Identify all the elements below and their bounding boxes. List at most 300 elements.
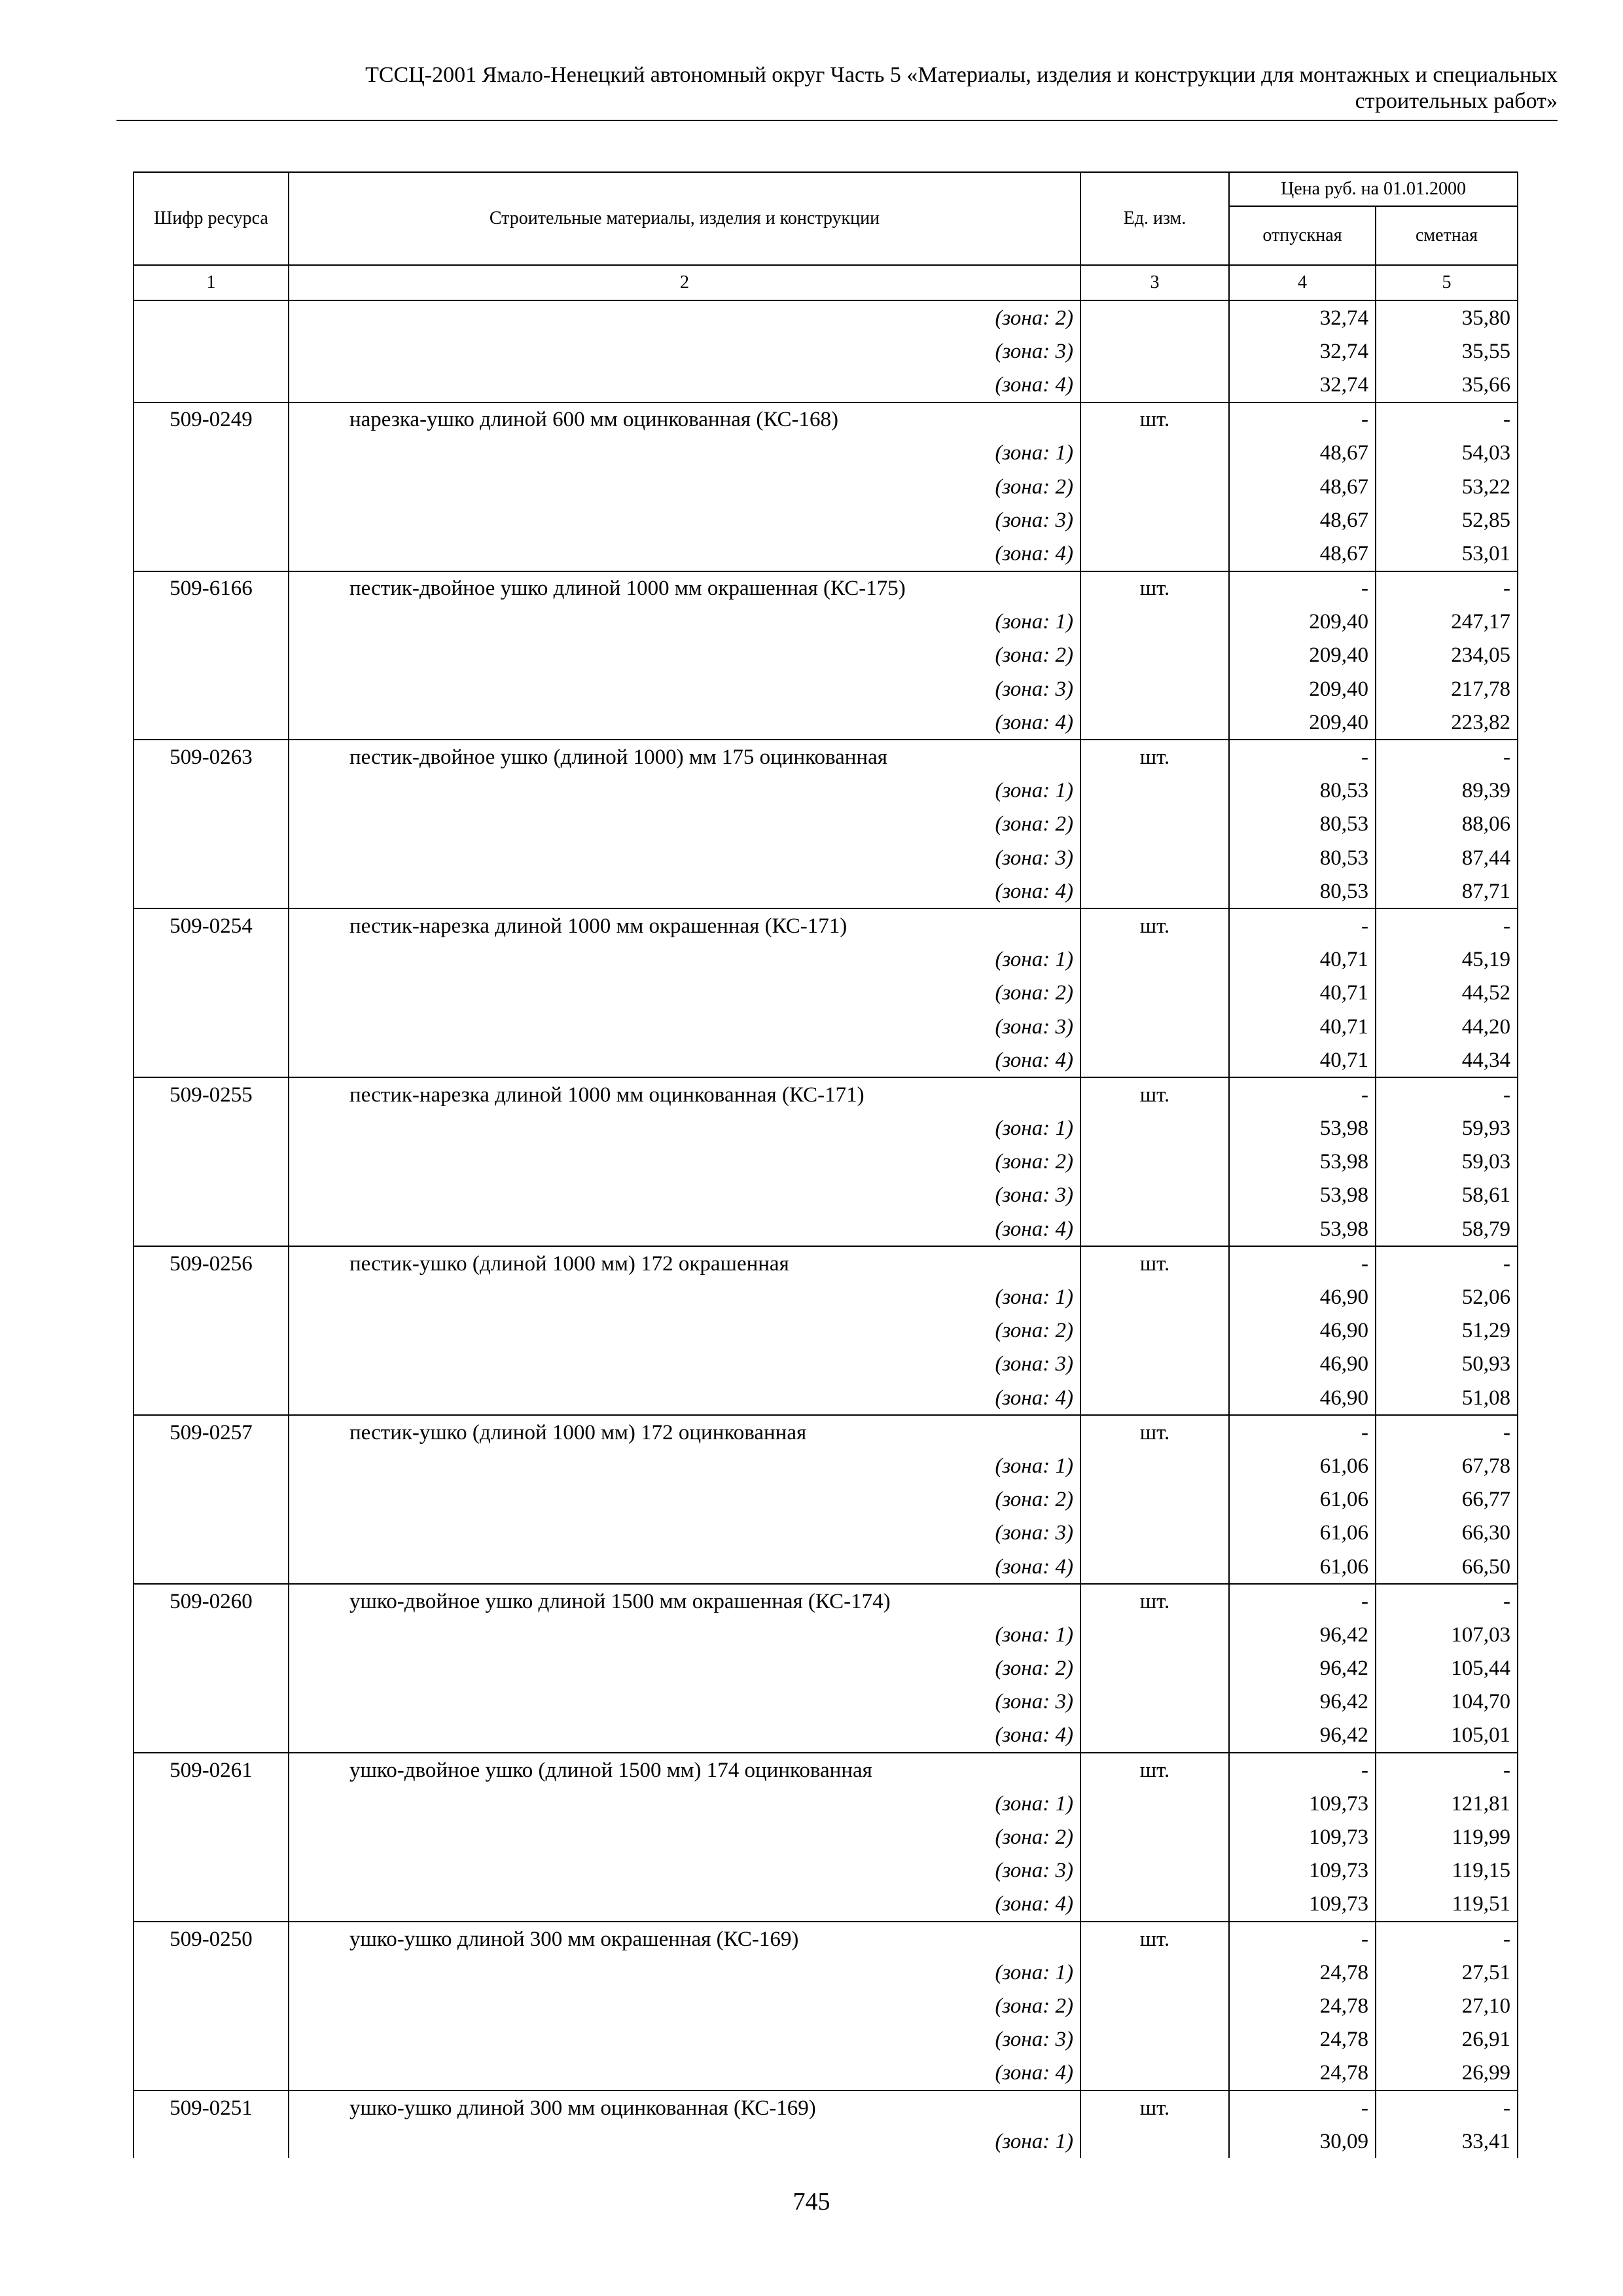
resource-code-cell bbox=[134, 706, 289, 740]
estimate-price: 52,85 bbox=[1376, 503, 1518, 537]
unit-cell bbox=[1080, 1043, 1229, 1077]
release-price: 24,78 bbox=[1229, 2023, 1376, 2056]
unit-cell bbox=[1080, 1652, 1229, 1685]
resource-code-cell bbox=[134, 334, 289, 368]
unit-cell: шт. bbox=[1080, 1753, 1229, 1787]
estimate-price: 35,55 bbox=[1376, 334, 1518, 368]
unit-cell bbox=[1080, 1956, 1229, 1989]
zone-row bbox=[134, 334, 1518, 368]
header-line-1: ТССЦ-2001 Ямало-Ненецкий автономный округ Часть 5 «Материалы, изделия и конструкции для монтажных и специальных bbox=[365, 63, 1558, 87]
zone-row bbox=[134, 2125, 1518, 2158]
zone-row bbox=[134, 706, 1518, 740]
zone-row bbox=[134, 2056, 1518, 2090]
release-price: - bbox=[1229, 1246, 1376, 1280]
price-table bbox=[133, 171, 1518, 2158]
estimate-price: 33,41 bbox=[1376, 2125, 1518, 2158]
release-price: - bbox=[1229, 740, 1376, 774]
unit-cell bbox=[1080, 368, 1229, 402]
zone-row bbox=[134, 300, 1518, 334]
estimate-price: 26,91 bbox=[1376, 2023, 1518, 2056]
zone-label: (зона: 3) bbox=[289, 672, 1080, 706]
zone-row bbox=[134, 1010, 1518, 1043]
resource-code-cell bbox=[134, 1112, 289, 1145]
column-number: 2 bbox=[289, 265, 1080, 300]
release-price: 109,73 bbox=[1229, 1854, 1376, 1888]
release-price: 96,42 bbox=[1229, 1685, 1376, 1719]
release-price: - bbox=[1229, 908, 1376, 942]
zone-row bbox=[134, 774, 1518, 808]
estimate-price: 44,52 bbox=[1376, 977, 1518, 1010]
estimate-price: 59,03 bbox=[1376, 1145, 1518, 1179]
resource-code-cell bbox=[134, 639, 289, 672]
column-header-estimate-price: сметная bbox=[1376, 206, 1518, 265]
resource-code-cell bbox=[134, 470, 289, 503]
zone-row bbox=[134, 808, 1518, 841]
unit-cell bbox=[1080, 334, 1229, 368]
zone-row bbox=[134, 1483, 1518, 1516]
column-number: 4 bbox=[1229, 265, 1376, 300]
zone-label: (зона: 2) bbox=[289, 470, 1080, 503]
zone-label: (зона: 4) bbox=[289, 1043, 1080, 1077]
column-header-code: Шифр ресурса bbox=[134, 172, 289, 265]
release-price: 24,78 bbox=[1229, 2056, 1376, 2090]
resource-row bbox=[134, 1584, 1518, 1618]
release-price: 40,71 bbox=[1229, 977, 1376, 1010]
unit-cell bbox=[1080, 977, 1229, 1010]
zone-row bbox=[134, 1888, 1518, 1922]
release-price: 96,42 bbox=[1229, 1719, 1376, 1753]
zone-label: (зона: 3) bbox=[289, 334, 1080, 368]
release-price: 61,06 bbox=[1229, 1516, 1376, 1550]
resource-code-cell bbox=[134, 1483, 289, 1516]
resource-code-cell bbox=[134, 1820, 289, 1854]
zone-label: (зона: 1) bbox=[289, 1787, 1080, 1820]
unit-cell bbox=[1080, 1449, 1229, 1482]
resource-name: пестик-двойное ушко (длиной 1000) мм 175 оцинкованная bbox=[289, 740, 1080, 774]
unit-cell bbox=[1080, 874, 1229, 908]
resource-name: нарезка-ушко длиной 600 мм оцинкованная (КС-168) bbox=[289, 403, 1080, 437]
zone-label: (зона: 2) bbox=[289, 1652, 1080, 1685]
release-price: - bbox=[1229, 1584, 1376, 1618]
zone-label: (зона: 3) bbox=[289, 1179, 1080, 1212]
resource-row bbox=[134, 1415, 1518, 1449]
release-price: 209,40 bbox=[1229, 672, 1376, 706]
zone-row bbox=[134, 1989, 1518, 2022]
estimate-price: 119,99 bbox=[1376, 1820, 1518, 1854]
estimate-price: 119,51 bbox=[1376, 1888, 1518, 1922]
zone-label: (зона: 4) bbox=[289, 1381, 1080, 1415]
estimate-price: - bbox=[1376, 1415, 1518, 1449]
resource-code: 509-0255 bbox=[134, 1077, 289, 1111]
unit-cell bbox=[1080, 808, 1229, 841]
unit-cell: шт. bbox=[1080, 1922, 1229, 1956]
release-price: 96,42 bbox=[1229, 1618, 1376, 1651]
estimate-price: 104,70 bbox=[1376, 1685, 1518, 1719]
zone-label: (зона: 1) bbox=[289, 943, 1080, 977]
zone-label: (зона: 4) bbox=[289, 1888, 1080, 1922]
release-price: 80,53 bbox=[1229, 874, 1376, 908]
zone-label: (зона: 1) bbox=[289, 774, 1080, 808]
zone-row bbox=[134, 841, 1518, 874]
release-price: 32,74 bbox=[1229, 300, 1376, 334]
unit-cell bbox=[1080, 1112, 1229, 1145]
resource-code-cell bbox=[134, 1449, 289, 1482]
zone-label: (зона: 4) bbox=[289, 874, 1080, 908]
release-price: - bbox=[1229, 403, 1376, 437]
zone-row bbox=[134, 1854, 1518, 1888]
unit-cell: шт. bbox=[1080, 571, 1229, 605]
zone-row bbox=[134, 1145, 1518, 1179]
resource-code-cell bbox=[134, 1787, 289, 1820]
zone-row bbox=[134, 1516, 1518, 1550]
zone-label: (зона: 2) bbox=[289, 1145, 1080, 1179]
estimate-price: 58,61 bbox=[1376, 1179, 1518, 1212]
resource-name: ушко-ушко длиной 300 мм окрашенная (КС-169) bbox=[289, 1922, 1080, 1956]
release-price: 209,40 bbox=[1229, 639, 1376, 672]
zone-label: (зона: 2) bbox=[289, 1989, 1080, 2022]
unit-cell: шт. bbox=[1080, 908, 1229, 942]
release-price: 53,98 bbox=[1229, 1112, 1376, 1145]
zone-row bbox=[134, 1043, 1518, 1077]
unit-cell: шт. bbox=[1080, 740, 1229, 774]
zone-row bbox=[134, 1820, 1518, 1854]
zone-row bbox=[134, 639, 1518, 672]
resource-name: ушко-ушко длиной 300 мм оцинкованная (КС-169) bbox=[289, 2090, 1080, 2125]
resource-code: 509-0256 bbox=[134, 1246, 289, 1280]
zone-label: (зона: 1) bbox=[289, 1956, 1080, 1989]
zone-row bbox=[134, 874, 1518, 908]
resource-code-cell bbox=[134, 1956, 289, 1989]
resource-code-cell bbox=[134, 874, 289, 908]
zone-label: (зона: 3) bbox=[289, 1685, 1080, 1719]
unit-cell bbox=[1080, 1888, 1229, 1922]
resource-code-cell bbox=[134, 368, 289, 402]
estimate-price: 89,39 bbox=[1376, 774, 1518, 808]
zone-label: (зона: 4) bbox=[289, 1719, 1080, 1753]
zone-row bbox=[134, 1652, 1518, 1685]
unit-cell bbox=[1080, 2056, 1229, 2090]
column-header-unit: Ед. изм. bbox=[1080, 172, 1229, 265]
estimate-price: 247,17 bbox=[1376, 605, 1518, 639]
resource-code: 509-6166 bbox=[134, 571, 289, 605]
resource-code-cell bbox=[134, 1719, 289, 1753]
resource-name: ушко-двойное ушко (длиной 1500 мм) 174 оцинкованная bbox=[289, 1753, 1080, 1787]
zone-row bbox=[134, 503, 1518, 537]
estimate-price: - bbox=[1376, 1753, 1518, 1787]
estimate-price: 58,79 bbox=[1376, 1212, 1518, 1246]
unit-cell: шт. bbox=[1080, 1584, 1229, 1618]
estimate-price: 52,06 bbox=[1376, 1280, 1518, 1314]
unit-cell bbox=[1080, 1787, 1229, 1820]
release-price: 24,78 bbox=[1229, 1956, 1376, 1989]
resource-code-cell bbox=[134, 605, 289, 639]
estimate-price: - bbox=[1376, 1246, 1518, 1280]
unit-cell bbox=[1080, 841, 1229, 874]
unit-cell bbox=[1080, 2125, 1229, 2158]
zone-row bbox=[134, 1449, 1518, 1482]
estimate-price: 51,29 bbox=[1376, 1314, 1518, 1348]
resource-name: пестик-нарезка длиной 1000 мм окрашенная (КС-171) bbox=[289, 908, 1080, 942]
estimate-price: - bbox=[1376, 2090, 1518, 2125]
release-price: 80,53 bbox=[1229, 808, 1376, 841]
zone-row bbox=[134, 1719, 1518, 1753]
zone-label: (зона: 3) bbox=[289, 1348, 1080, 1381]
zone-label: (зона: 3) bbox=[289, 1516, 1080, 1550]
release-price: 80,53 bbox=[1229, 841, 1376, 874]
estimate-price: 66,77 bbox=[1376, 1483, 1518, 1516]
zone-label: (зона: 2) bbox=[289, 1483, 1080, 1516]
resource-row bbox=[134, 1246, 1518, 1280]
release-price: - bbox=[1229, 571, 1376, 605]
running-header bbox=[118, 62, 1558, 115]
unit-cell bbox=[1080, 1516, 1229, 1550]
zone-row bbox=[134, 1685, 1518, 1719]
unit-cell bbox=[1080, 537, 1229, 571]
zone-row bbox=[134, 1381, 1518, 1415]
resource-code: 509-0263 bbox=[134, 740, 289, 774]
zone-label: (зона: 3) bbox=[289, 503, 1080, 537]
estimate-price: - bbox=[1376, 403, 1518, 437]
resource-code: 509-0251 bbox=[134, 2090, 289, 2125]
resource-code-cell bbox=[134, 1516, 289, 1550]
resource-code: 509-0254 bbox=[134, 908, 289, 942]
zone-label: (зона: 3) bbox=[289, 1010, 1080, 1043]
zone-label: (зона: 1) bbox=[289, 2125, 1080, 2158]
column-header-price-group: Цена руб. на 01.01.2000 bbox=[1229, 172, 1518, 206]
resource-code-cell bbox=[134, 841, 289, 874]
release-price: 40,71 bbox=[1229, 1043, 1376, 1077]
estimate-price: 105,44 bbox=[1376, 1652, 1518, 1685]
estimate-price: 35,80 bbox=[1376, 300, 1518, 334]
resource-code: 509-0250 bbox=[134, 1922, 289, 1956]
zone-label: (зона: 1) bbox=[289, 1112, 1080, 1145]
release-price: 209,40 bbox=[1229, 706, 1376, 740]
resource-row bbox=[134, 908, 1518, 942]
zone-label: (зона: 2) bbox=[289, 1820, 1080, 1854]
release-price: 48,67 bbox=[1229, 437, 1376, 470]
estimate-price: 45,19 bbox=[1376, 943, 1518, 977]
resource-code-cell bbox=[134, 1280, 289, 1314]
zone-label: (зона: 2) bbox=[289, 808, 1080, 841]
resource-name: ушко-двойное ушко длиной 1500 мм окрашенная (КС-174) bbox=[289, 1584, 1080, 1618]
release-price: 53,98 bbox=[1229, 1179, 1376, 1212]
resource-code-cell bbox=[134, 1685, 289, 1719]
release-price: 24,78 bbox=[1229, 1989, 1376, 2022]
resource-code-cell bbox=[134, 1314, 289, 1348]
estimate-price: 35,66 bbox=[1376, 368, 1518, 402]
zone-row bbox=[134, 672, 1518, 706]
estimate-price: - bbox=[1376, 740, 1518, 774]
zone-row bbox=[134, 943, 1518, 977]
table-body bbox=[134, 300, 1518, 2158]
column-header-name: Строительные материалы, изделия и конструкции bbox=[289, 172, 1080, 265]
release-price: 53,98 bbox=[1229, 1212, 1376, 1246]
unit-cell bbox=[1080, 1820, 1229, 1854]
resource-code-cell bbox=[134, 808, 289, 841]
release-price: 32,74 bbox=[1229, 334, 1376, 368]
estimate-price: 119,15 bbox=[1376, 1854, 1518, 1888]
unit-cell bbox=[1080, 2023, 1229, 2056]
resource-name: пестик-ушко (длиной 1000 мм) 172 окрашенная bbox=[289, 1246, 1080, 1280]
release-price: 209,40 bbox=[1229, 605, 1376, 639]
zone-label: (зона: 4) bbox=[289, 706, 1080, 740]
resource-code-cell bbox=[134, 943, 289, 977]
release-price: 109,73 bbox=[1229, 1820, 1376, 1854]
resource-row bbox=[134, 1753, 1518, 1787]
zone-row bbox=[134, 1212, 1518, 1246]
resource-code-cell bbox=[134, 1550, 289, 1584]
release-price: - bbox=[1229, 1753, 1376, 1787]
resource-code-cell bbox=[134, 1043, 289, 1077]
zone-label: (зона: 4) bbox=[289, 1212, 1080, 1246]
zone-row bbox=[134, 1179, 1518, 1212]
zone-label: (зона: 1) bbox=[289, 605, 1080, 639]
release-price: - bbox=[1229, 1922, 1376, 1956]
resource-code-cell bbox=[134, 672, 289, 706]
resource-code-cell bbox=[134, 1618, 289, 1651]
zone-row bbox=[134, 537, 1518, 571]
resource-code-cell bbox=[134, 1010, 289, 1043]
zone-row bbox=[134, 368, 1518, 402]
release-price: 46,90 bbox=[1229, 1348, 1376, 1381]
unit-cell bbox=[1080, 1010, 1229, 1043]
table-header bbox=[134, 172, 1518, 300]
estimate-price: 44,20 bbox=[1376, 1010, 1518, 1043]
header-line-2: строительных работ» bbox=[1355, 89, 1558, 113]
page-number: 745 bbox=[793, 2188, 830, 2215]
zone-label: (зона: 1) bbox=[289, 1618, 1080, 1651]
release-price: 48,67 bbox=[1229, 537, 1376, 571]
unit-cell bbox=[1080, 1314, 1229, 1348]
zone-row bbox=[134, 437, 1518, 470]
resource-code-cell bbox=[134, 537, 289, 571]
unit-cell bbox=[1080, 437, 1229, 470]
unit-cell bbox=[1080, 470, 1229, 503]
column-number: 1 bbox=[134, 265, 289, 300]
resource-row bbox=[134, 1922, 1518, 1956]
resource-code-cell bbox=[134, 774, 289, 808]
resource-code: 509-0257 bbox=[134, 1415, 289, 1449]
zone-row bbox=[134, 1550, 1518, 1584]
release-price: 40,71 bbox=[1229, 1010, 1376, 1043]
release-price: 32,74 bbox=[1229, 368, 1376, 402]
estimate-price: 223,82 bbox=[1376, 706, 1518, 740]
zone-label: (зона: 2) bbox=[289, 300, 1080, 334]
resource-code-cell bbox=[134, 977, 289, 1010]
resource-name: пестик-двойное ушко длиной 1000 мм окрашенная (КС-175) bbox=[289, 571, 1080, 605]
unit-cell bbox=[1080, 1989, 1229, 2022]
zone-label: (зона: 2) bbox=[289, 977, 1080, 1010]
unit-cell bbox=[1080, 1348, 1229, 1381]
release-price: 61,06 bbox=[1229, 1483, 1376, 1516]
release-price: - bbox=[1229, 2090, 1376, 2125]
estimate-price: 88,06 bbox=[1376, 808, 1518, 841]
unit-cell bbox=[1080, 1854, 1229, 1888]
resource-row bbox=[134, 740, 1518, 774]
estimate-price: 50,93 bbox=[1376, 1348, 1518, 1381]
estimate-price: 54,03 bbox=[1376, 437, 1518, 470]
zone-label: (зона: 1) bbox=[289, 1449, 1080, 1482]
zone-row bbox=[134, 1787, 1518, 1820]
zone-label: (зона: 3) bbox=[289, 1854, 1080, 1888]
unit-cell bbox=[1080, 672, 1229, 706]
unit-cell bbox=[1080, 1550, 1229, 1584]
column-number: 3 bbox=[1080, 265, 1229, 300]
unit-cell bbox=[1080, 1618, 1229, 1651]
estimate-price: 66,30 bbox=[1376, 1516, 1518, 1550]
estimate-price: - bbox=[1376, 571, 1518, 605]
unit-cell: шт. bbox=[1080, 1415, 1229, 1449]
estimate-price: 121,81 bbox=[1376, 1787, 1518, 1820]
zone-row bbox=[134, 1618, 1518, 1651]
resource-code-cell bbox=[134, 1145, 289, 1179]
release-price: 48,67 bbox=[1229, 503, 1376, 537]
estimate-price: 26,99 bbox=[1376, 2056, 1518, 2090]
estimate-price: 105,01 bbox=[1376, 1719, 1518, 1753]
unit-cell bbox=[1080, 1280, 1229, 1314]
zone-label: (зона: 4) bbox=[289, 2056, 1080, 2090]
resource-code-cell bbox=[134, 1989, 289, 2022]
release-price: 61,06 bbox=[1229, 1449, 1376, 1482]
release-price: 61,06 bbox=[1229, 1550, 1376, 1584]
release-price: 40,71 bbox=[1229, 943, 1376, 977]
unit-cell bbox=[1080, 1145, 1229, 1179]
zone-label: (зона: 3) bbox=[289, 2023, 1080, 2056]
estimate-price: 27,10 bbox=[1376, 1989, 1518, 2022]
release-price: 46,90 bbox=[1229, 1381, 1376, 1415]
unit-cell bbox=[1080, 605, 1229, 639]
release-price: 46,90 bbox=[1229, 1314, 1376, 1348]
release-price: 46,90 bbox=[1229, 1280, 1376, 1314]
estimate-price: 67,78 bbox=[1376, 1449, 1518, 1482]
zone-row bbox=[134, 1956, 1518, 1989]
resource-code-cell bbox=[134, 2023, 289, 2056]
unit-cell: шт. bbox=[1080, 1246, 1229, 1280]
resource-code: 509-0249 bbox=[134, 403, 289, 437]
release-price: 109,73 bbox=[1229, 1787, 1376, 1820]
resource-code: 509-0260 bbox=[134, 1584, 289, 1618]
resource-name: пестик-нарезка длиной 1000 мм оцинкованная (КС-171) bbox=[289, 1077, 1080, 1111]
estimate-price: 87,71 bbox=[1376, 874, 1518, 908]
resource-code-cell bbox=[134, 437, 289, 470]
zone-row bbox=[134, 1348, 1518, 1381]
zone-label: (зона: 2) bbox=[289, 639, 1080, 672]
unit-cell bbox=[1080, 1179, 1229, 1212]
resource-code-cell bbox=[134, 300, 289, 334]
zone-row bbox=[134, 1314, 1518, 1348]
unit-cell: шт. bbox=[1080, 1077, 1229, 1111]
release-price: - bbox=[1229, 1415, 1376, 1449]
unit-cell bbox=[1080, 639, 1229, 672]
release-price: 109,73 bbox=[1229, 1888, 1376, 1922]
zone-row bbox=[134, 1112, 1518, 1145]
estimate-price: - bbox=[1376, 908, 1518, 942]
unit-cell bbox=[1080, 1212, 1229, 1246]
resource-code-cell bbox=[134, 2125, 289, 2158]
estimate-price: 53,01 bbox=[1376, 537, 1518, 571]
release-price: 48,67 bbox=[1229, 470, 1376, 503]
estimate-price: 51,08 bbox=[1376, 1381, 1518, 1415]
zone-label: (зона: 1) bbox=[289, 437, 1080, 470]
resource-code-cell bbox=[134, 1212, 289, 1246]
header-rule bbox=[116, 120, 1558, 121]
zone-label: (зона: 3) bbox=[289, 841, 1080, 874]
resource-code-cell bbox=[134, 1179, 289, 1212]
resource-row bbox=[134, 2090, 1518, 2125]
zone-label: (зона: 4) bbox=[289, 368, 1080, 402]
column-number: 5 bbox=[1376, 265, 1518, 300]
release-price: 30,09 bbox=[1229, 2125, 1376, 2158]
